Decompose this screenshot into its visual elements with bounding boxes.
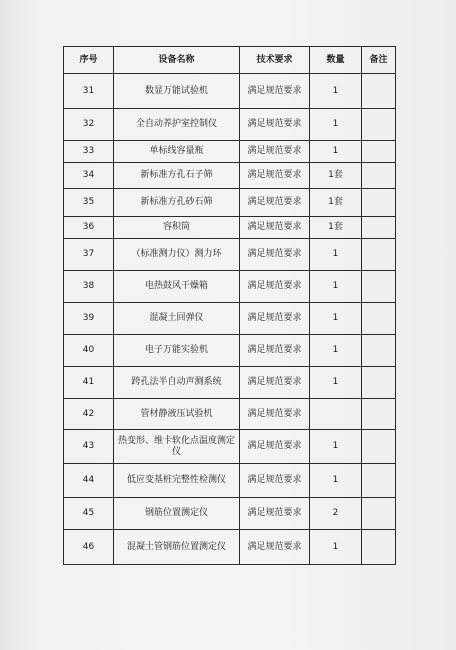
cell-req: 满足规范要求: [240, 109, 310, 141]
cell-seq: 32: [64, 109, 114, 141]
cell-req: 满足规范要求: [240, 367, 310, 399]
cell-req: 满足规范要求: [240, 430, 310, 464]
cell-req: 满足规范要求: [240, 335, 310, 367]
cell-qty: 1: [310, 367, 362, 399]
cell-seq: 37: [64, 239, 114, 271]
cell-qty: 1套: [310, 217, 362, 239]
cell-name: 低应变基桩完整性检测仪: [114, 464, 240, 498]
cell-name: 跨孔法半自动声测系统: [114, 367, 240, 399]
cell-req: 满足规范要求: [240, 399, 310, 430]
cell-name: 钢筋位置测定仪: [114, 498, 240, 530]
cell-seq: 35: [64, 189, 114, 217]
header-req: 技术要求: [240, 47, 310, 74]
cell-qty: 1: [310, 239, 362, 271]
cell-seq: 44: [64, 464, 114, 498]
table-row: [64, 163, 396, 189]
cell-req: 满足规范要求: [240, 498, 310, 530]
header-seq: 序号: [64, 47, 114, 74]
cell-name: 混凝土管钢筋位置测定仪: [114, 530, 240, 565]
cell-seq: 46: [64, 530, 114, 565]
cell-name: 新标准方孔砂石筛: [114, 189, 240, 217]
cell-qty: 1套: [310, 163, 362, 189]
table-row: [64, 109, 396, 141]
cell-note: [362, 189, 396, 217]
table-row: [64, 271, 396, 303]
cell-seq: 40: [64, 335, 114, 367]
cell-qty: 1: [310, 464, 362, 498]
cell-name: 新标准方孔石子筛: [114, 163, 240, 189]
cell-qty: [310, 399, 362, 430]
equipment-table: [63, 46, 396, 565]
cell-qty: 1: [310, 74, 362, 109]
table-row: [64, 217, 396, 239]
cell-note: [362, 303, 396, 335]
cell-note: [362, 367, 396, 399]
table-row: [64, 530, 396, 565]
cell-seq: 41: [64, 367, 114, 399]
cell-name: （标准测力仪）测力环: [114, 239, 240, 271]
cell-seq: 39: [64, 303, 114, 335]
cell-qty: 1: [310, 530, 362, 565]
table-row: [64, 239, 396, 271]
cell-seq: 33: [64, 141, 114, 163]
cell-req: 满足规范要求: [240, 217, 310, 239]
cell-qty: 1: [310, 141, 362, 163]
cell-qty: 1: [310, 271, 362, 303]
cell-name: 单标线容量瓶: [114, 141, 240, 163]
cell-name: 管材静液压试验机: [114, 399, 240, 430]
cell-note: [362, 163, 396, 189]
header-qty: 数量: [310, 47, 362, 74]
cell-req: 满足规范要求: [240, 163, 310, 189]
table-row: [64, 189, 396, 217]
cell-req: 满足规范要求: [240, 239, 310, 271]
header-note: 备注: [362, 47, 396, 74]
cell-qty: 1: [310, 335, 362, 367]
cell-qty: 2: [310, 498, 362, 530]
cell-req: 满足规范要求: [240, 74, 310, 109]
table-header-row: [64, 47, 396, 74]
cell-name: 混凝土回弹仪: [114, 303, 240, 335]
cell-name: 热变形、维卡软化点温度测定仪: [114, 430, 240, 464]
table-row: [64, 141, 396, 163]
scan-edge-mark: [450, 340, 456, 400]
table-row: [64, 367, 396, 399]
cell-name: 容积筒: [114, 217, 240, 239]
cell-qty: 1: [310, 303, 362, 335]
cell-req: 满足规范要求: [240, 271, 310, 303]
cell-note: [362, 464, 396, 498]
cell-note: [362, 239, 396, 271]
table-row: [64, 430, 396, 464]
cell-note: [362, 217, 396, 239]
cell-note: [362, 74, 396, 109]
cell-req: 满足规范要求: [240, 141, 310, 163]
cell-qty: 1: [310, 430, 362, 464]
cell-note: [362, 335, 396, 367]
cell-seq: 45: [64, 498, 114, 530]
cell-name: 数显万能试验机: [114, 74, 240, 109]
cell-note: [362, 430, 396, 464]
cell-seq: 34: [64, 163, 114, 189]
table-row: [64, 498, 396, 530]
cell-name: 电子万能实验机: [114, 335, 240, 367]
cell-note: [362, 498, 396, 530]
cell-seq: 43: [64, 430, 114, 464]
cell-req: 满足规范要求: [240, 530, 310, 565]
table-row: [64, 303, 396, 335]
cell-seq: 38: [64, 271, 114, 303]
cell-note: [362, 271, 396, 303]
cell-note: [362, 141, 396, 163]
table-row: [64, 74, 396, 109]
cell-seq: 42: [64, 399, 114, 430]
header-name: 设备名称: [114, 47, 240, 74]
table-row: [64, 399, 396, 430]
cell-qty: 1: [310, 109, 362, 141]
table-row: [64, 335, 396, 367]
cell-req: 满足规范要求: [240, 189, 310, 217]
cell-req: 满足规范要求: [240, 303, 310, 335]
cell-seq: 36: [64, 217, 114, 239]
cell-req: 满足规范要求: [240, 464, 310, 498]
cell-note: [362, 399, 396, 430]
cell-seq: 31: [64, 74, 114, 109]
cell-name: 电热鼓风干燥箱: [114, 271, 240, 303]
cell-note: [362, 530, 396, 565]
table-row: [64, 464, 396, 498]
cell-qty: 1套: [310, 189, 362, 217]
cell-name: 全自动养护室控制仪: [114, 109, 240, 141]
cell-note: [362, 109, 396, 141]
